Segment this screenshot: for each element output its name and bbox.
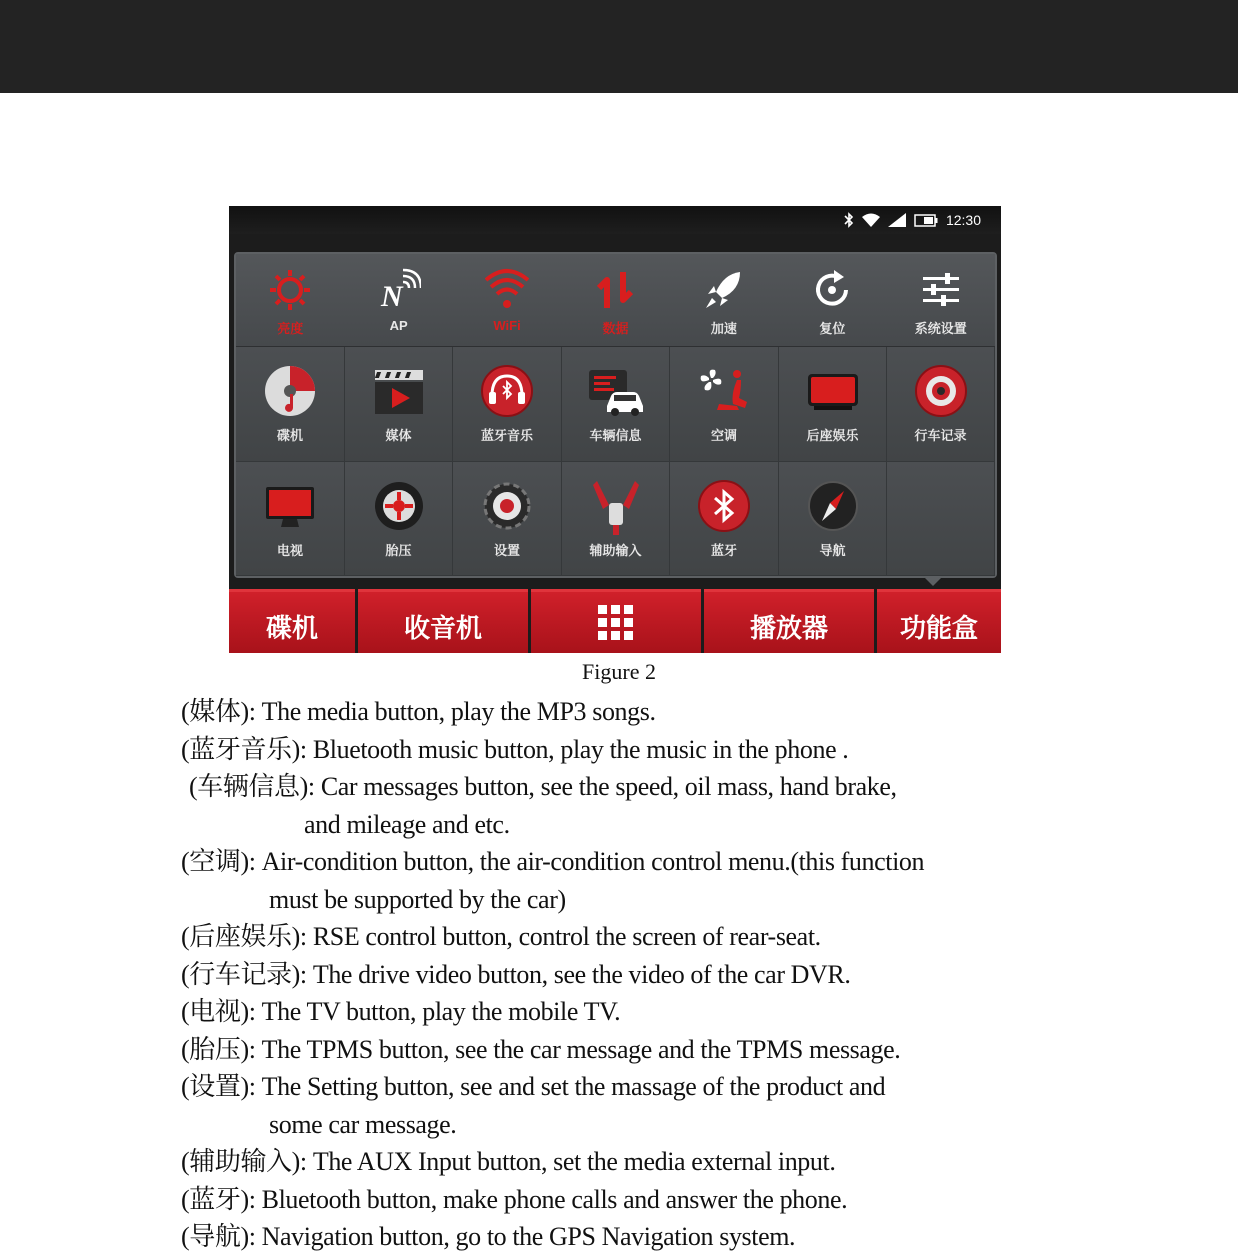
desc-media: (媒体): The media button, play the MP3 songs. <box>181 697 656 726</box>
wifi-icon <box>485 268 529 317</box>
media-icon <box>372 364 426 423</box>
brightness-icon <box>268 268 312 317</box>
battery-icon <box>914 214 938 227</box>
data-icon <box>593 268 637 317</box>
rear-seat-icon <box>804 364 862 423</box>
sliders-icon <box>919 268 963 317</box>
quick-reset[interactable]: 复位 <box>778 254 886 346</box>
desc-dvr: (行车记录): The drive video button, see the video of the car DVR. <box>181 959 851 989</box>
desc-aircon-cont: must be supported by the car) <box>269 884 566 914</box>
app-tv[interactable]: 电视 <box>236 462 345 576</box>
app-disc[interactable]: 碟机 <box>236 347 345 462</box>
tab-radio[interactable]: 收音机 <box>358 589 528 653</box>
tab-function-box[interactable]: 功能盒 <box>877 589 1001 653</box>
desc-aircon: (空调): Air-condition button, the air-condition control menu.(this function <box>181 847 925 876</box>
app-tpms[interactable]: 胎压 <box>345 462 453 576</box>
quick-ap[interactable]: N AP <box>344 254 452 346</box>
bluetooth-icon <box>844 212 854 228</box>
bottom-tab-bar <box>229 589 1001 653</box>
app-dvr[interactable]: 行车记录 <box>887 347 995 462</box>
bluetooth-icon <box>697 479 751 538</box>
desc-tpms: (胎压): The TPMS button, see the car message and the TPMS message. <box>181 1034 901 1064</box>
desc-car-info-cont: and mileage and etc. <box>304 809 510 839</box>
quick-wifi[interactable]: WiFi <box>453 254 561 346</box>
tire-icon <box>372 479 426 538</box>
hotspot-icon <box>377 268 421 317</box>
quick-data[interactable]: 数据 <box>561 254 669 346</box>
app-car-info[interactable]: 车辆信息 <box>562 347 670 462</box>
function-box-panel <box>234 252 997 578</box>
svg-text:N: N <box>380 280 403 312</box>
bt-music-icon <box>480 364 534 423</box>
panel-pointer <box>923 576 943 586</box>
desc-bt-music: (蓝牙音乐): Bluetooth music button, play the music in the phone . <box>181 734 849 764</box>
desc-tv: (电视): The TV button, play the mobile TV. <box>181 997 621 1026</box>
app-bluetooth[interactable]: 蓝牙 <box>670 462 779 576</box>
compass-icon <box>806 479 860 538</box>
aircon-icon <box>697 364 751 423</box>
tv-icon <box>263 479 317 538</box>
app-settings[interactable]: 设置 <box>453 462 562 576</box>
aux-icon <box>589 479 643 542</box>
quick-brightness[interactable]: 亮度 <box>236 254 344 346</box>
figure-caption: Figure 2 <box>582 659 656 684</box>
quick-settings-row <box>236 254 995 347</box>
app-aux-input[interactable]: 辅助输入 <box>562 462 670 576</box>
tab-player[interactable]: 播放器 <box>704 589 874 653</box>
button-descriptions <box>181 693 1061 1256</box>
tab-app-grid[interactable] <box>531 589 701 653</box>
app-aircon[interactable]: 空调 <box>670 347 779 462</box>
app-bt-music[interactable]: 蓝牙音乐 <box>453 347 562 462</box>
quick-system-settings[interactable]: 系统设置 <box>887 254 995 346</box>
desc-aux: (辅助输入): The AUX Input button, set the media external input. <box>181 1147 836 1176</box>
wifi-icon <box>862 213 880 227</box>
dvr-icon <box>914 364 968 423</box>
top-banner <box>0 0 1238 93</box>
grid-icon <box>598 605 634 648</box>
desc-settings-cont: some car message. <box>269 1109 457 1139</box>
app-rear-seat[interactable]: 后座娱乐 <box>779 347 887 462</box>
head-unit-screen <box>229 206 1001 653</box>
reset-icon <box>810 268 854 317</box>
desc-car-info: (车辆信息): Car messages button, see the speed, oil mass, hand brake, <box>189 772 897 801</box>
app-media[interactable]: 媒体 <box>345 347 453 462</box>
quick-boost[interactable]: 加速 <box>670 254 778 346</box>
rocket-icon <box>702 268 746 317</box>
app-navigation[interactable]: 导航 <box>779 462 887 576</box>
signal-icon <box>888 213 906 227</box>
desc-bluetooth: (蓝牙): Bluetooth button, make phone calls and answer the phone. <box>181 1184 848 1214</box>
desc-navigation: (导航): Navigation button, go to the GPS Navigation system. <box>181 1222 796 1251</box>
empty-tile <box>887 462 995 576</box>
tab-disc[interactable]: 碟机 <box>229 589 355 653</box>
settings-icon <box>480 479 534 538</box>
desc-settings: (设置): The Setting button, see and set the massage of the product and <box>181 1072 886 1101</box>
status-time: 12:30 <box>945 212 981 228</box>
app-grid <box>236 347 995 576</box>
status-bar <box>229 206 1001 234</box>
desc-rear-seat: (后座娱乐): RSE control button, control the screen of rear-seat. <box>181 922 821 951</box>
car-info-icon <box>587 364 645 423</box>
disc-icon <box>263 364 317 423</box>
